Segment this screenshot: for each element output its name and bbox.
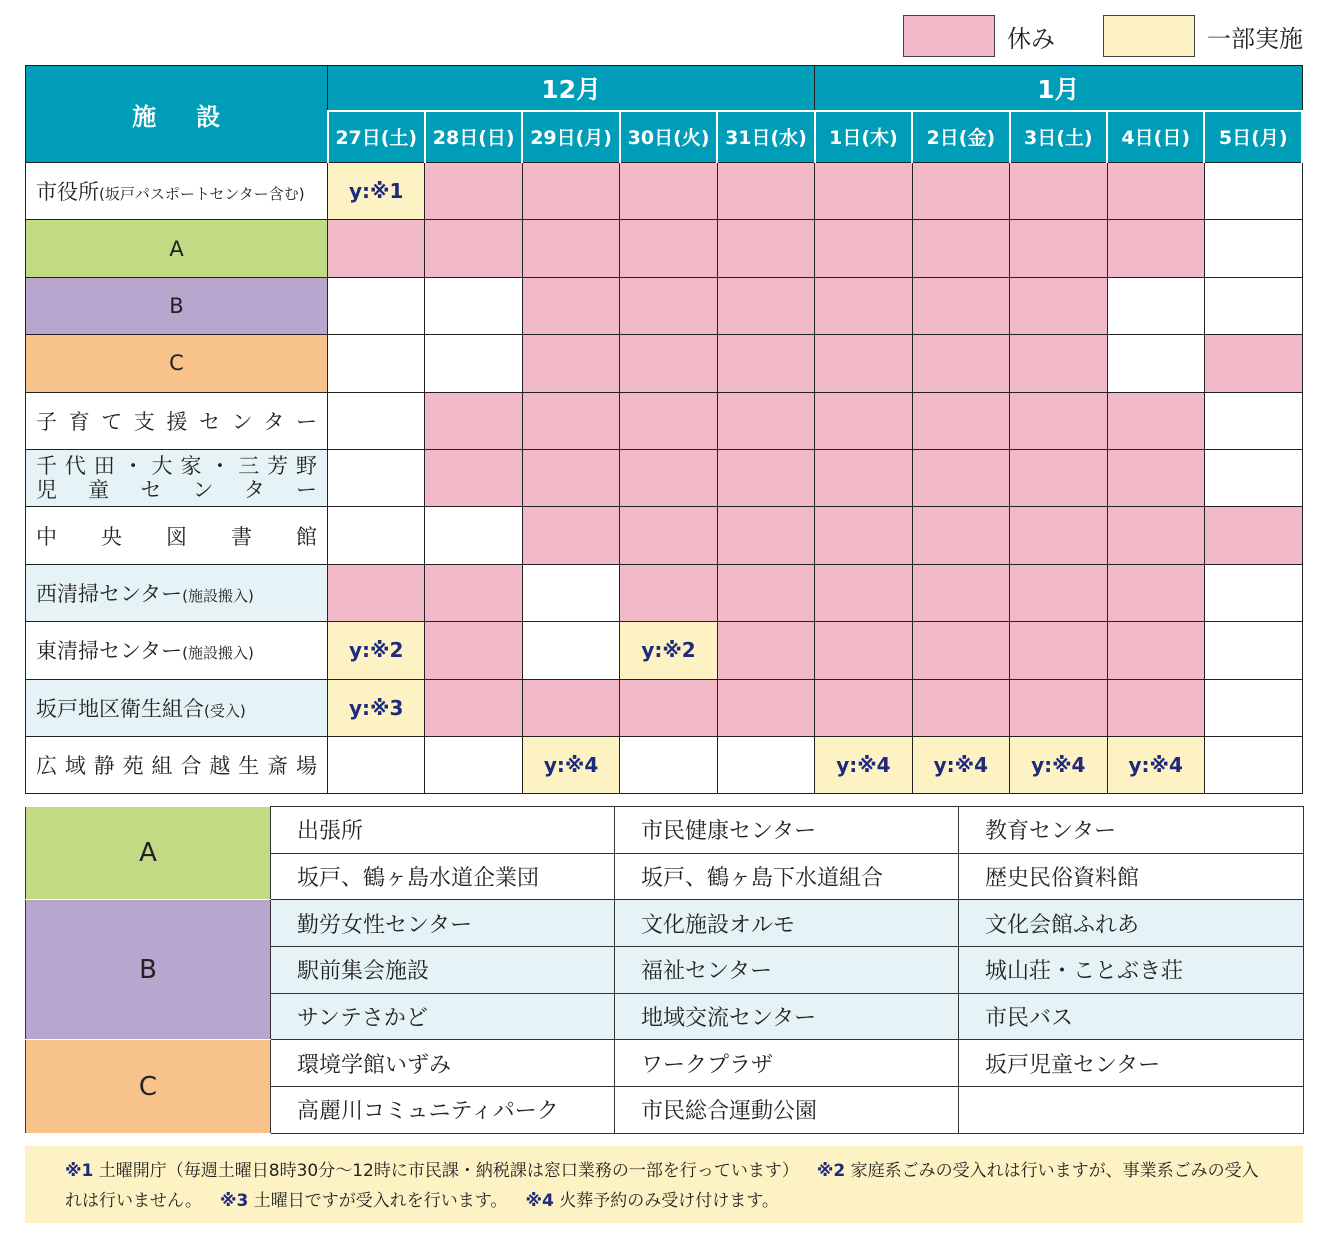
status-cell-closed [1107, 622, 1204, 679]
status-cell-closed [620, 163, 717, 220]
footnote [65, 1161, 799, 1181]
facility-label [26, 335, 328, 392]
note-mark: y:※4 [836, 753, 891, 778]
group-facility: 教育センター [959, 807, 1304, 854]
group-facility: 市民健康センター [615, 807, 959, 854]
group-facility: 高麗川コミュニティパーク [271, 1087, 615, 1134]
status-cell-closed [815, 335, 912, 392]
status-cell-partial [328, 679, 425, 736]
table-row [26, 736, 1303, 793]
note-mark: y:※4 [1031, 753, 1086, 778]
group-facility: ワークプラザ [615, 1040, 959, 1087]
table-row [26, 335, 1303, 392]
group-facility: 環境学館いずみ [271, 1040, 615, 1087]
status-cell-closed [815, 163, 912, 220]
status-cell-closed [717, 507, 814, 564]
day-header: 3日(土) [1010, 111, 1107, 163]
status-cell-open [1204, 392, 1302, 449]
status-cell-closed [1010, 622, 1107, 679]
status-cell-open [328, 507, 425, 564]
status-cell-partial [1107, 736, 1204, 793]
group-facility: 市民バス [959, 993, 1304, 1040]
group-facility: 出張所 [271, 807, 615, 854]
day-header: 31日(水) [717, 111, 814, 163]
status-cell-closed [1107, 449, 1204, 506]
status-cell-open [1204, 736, 1302, 793]
status-cell-closed [717, 679, 814, 736]
facility-name: 広域静苑組合越生斎場 [36, 754, 317, 779]
facility-name: 市役所 [36, 180, 99, 205]
status-cell-closed [717, 220, 814, 277]
facility-label [26, 220, 328, 277]
status-cell-closed [717, 163, 814, 220]
day-header: 2日(金) [912, 111, 1009, 163]
status-cell-closed [522, 449, 619, 506]
status-cell-partial [912, 736, 1009, 793]
group-facility: 市民総合運動公園 [615, 1087, 959, 1134]
group-row [26, 900, 1304, 947]
status-cell-closed [522, 507, 619, 564]
status-cell-closed [1010, 392, 1107, 449]
status-cell-partial [815, 736, 912, 793]
status-cell-open [620, 736, 717, 793]
table-row [26, 163, 1303, 220]
group-facility: 坂戸児童センター [959, 1040, 1304, 1087]
status-cell-open [1204, 449, 1302, 506]
group-table [25, 806, 1304, 1134]
status-cell-closed [425, 392, 522, 449]
footnote-text: 火葬予約のみ受け付けます。 [559, 1191, 779, 1211]
status-cell-closed [1010, 507, 1107, 564]
legend-swatch-partial [1103, 15, 1195, 57]
facility-label [26, 163, 328, 220]
group-facility: 文化会館ふれあ [959, 900, 1304, 947]
status-cell-open [425, 335, 522, 392]
status-cell-closed [1107, 163, 1204, 220]
note-mark: y:※4 [1128, 753, 1183, 778]
status-cell-closed [522, 277, 619, 334]
status-cell-closed [522, 335, 619, 392]
status-cell-closed [717, 449, 814, 506]
status-cell-open [1204, 564, 1302, 621]
group-facility: 地域交流センター [615, 993, 959, 1040]
status-cell-open [1107, 277, 1204, 334]
status-cell-closed [815, 220, 912, 277]
status-cell-closed [912, 335, 1009, 392]
facility-name: 千代田・大家・三芳野 [36, 454, 317, 479]
status-cell-closed [912, 449, 1009, 506]
day-header: 29日(月) [522, 111, 619, 163]
status-cell-open [328, 277, 425, 334]
table-row [26, 679, 1303, 736]
legend-swatch-closed [903, 15, 995, 57]
group-facility: サンテさかど [271, 993, 615, 1040]
status-cell-open [1204, 679, 1302, 736]
status-cell-closed [425, 679, 522, 736]
group-label: C [26, 1040, 271, 1133]
footnote-text: 土曜日ですが受入れを行います。 [253, 1191, 508, 1211]
facility-name: 西清掃センター [36, 581, 183, 606]
group-facility: 城山荘・ことぶき荘 [959, 947, 1304, 994]
facility-name: B [169, 293, 184, 318]
status-cell-closed [912, 220, 1009, 277]
status-cell-closed [1204, 335, 1302, 392]
status-cell-closed [425, 220, 522, 277]
facility-note: (坂戸パスポートセンター含む) [99, 185, 305, 204]
legend-closed [903, 15, 1055, 57]
group-facility: 文化施設オルモ [615, 900, 959, 947]
table-row [26, 622, 1303, 679]
facility-label [26, 392, 328, 449]
group-row [26, 807, 1304, 854]
status-cell-closed [1107, 679, 1204, 736]
month-header: 12月 [328, 66, 815, 111]
status-cell-closed [1010, 449, 1107, 506]
note-mark: y:※2 [349, 638, 404, 663]
status-cell-closed [425, 163, 522, 220]
status-cell-open [328, 449, 425, 506]
footnote [525, 1191, 778, 1211]
facility-label [26, 679, 328, 736]
status-cell-closed [717, 622, 814, 679]
facility-name: A [169, 236, 184, 261]
status-cell-closed [425, 449, 522, 506]
footnote-mark: ※4 [525, 1191, 554, 1211]
status-cell-closed [717, 564, 814, 621]
status-cell-open [425, 736, 522, 793]
facility-name: 児童センター [36, 478, 317, 503]
group-label: A [26, 807, 271, 900]
day-header: 28日(日) [425, 111, 522, 163]
facility-label [26, 449, 328, 506]
day-header: 4日(日) [1107, 111, 1204, 163]
facility-label [26, 564, 328, 621]
status-cell-closed [912, 277, 1009, 334]
status-cell-closed [1010, 335, 1107, 392]
status-cell-closed [815, 679, 912, 736]
status-cell-open [522, 564, 619, 621]
status-cell-closed [328, 564, 425, 621]
status-cell-closed [620, 679, 717, 736]
facility-name: 子育て支援センター [36, 409, 317, 434]
facility-note: (受入) [204, 701, 246, 720]
status-cell-closed [717, 277, 814, 334]
status-cell-closed [1010, 277, 1107, 334]
group-facility: 坂戸、鶴ヶ島下水道組合 [615, 853, 959, 900]
legend-partial [1103, 15, 1303, 57]
status-cell-closed [815, 507, 912, 564]
group-facility [959, 1087, 1304, 1134]
status-cell-closed [1107, 564, 1204, 621]
status-cell-closed [912, 507, 1009, 564]
status-cell-closed [815, 564, 912, 621]
footnotes [25, 1146, 1303, 1223]
status-cell-open [1107, 335, 1204, 392]
month-header: 1月 [815, 66, 1302, 111]
status-cell-closed [1107, 392, 1204, 449]
status-cell-open [425, 277, 522, 334]
note-mark: y:※2 [641, 638, 696, 663]
status-cell-closed [620, 507, 717, 564]
table-row [26, 564, 1303, 621]
status-cell-partial [1010, 736, 1107, 793]
footnote-mark: ※2 [816, 1161, 846, 1181]
schedule-table [25, 65, 1303, 794]
status-cell-open [425, 507, 522, 564]
status-cell-closed [522, 163, 619, 220]
facility-note: (施設搬入) [182, 644, 254, 663]
status-cell-closed [620, 449, 717, 506]
legend-label: 一部実施 [1207, 24, 1303, 53]
status-cell-partial [328, 163, 425, 220]
status-cell-partial [620, 622, 717, 679]
facility-label [26, 277, 328, 334]
status-cell-closed [1010, 163, 1107, 220]
group-row [26, 1040, 1304, 1087]
status-cell-closed [912, 163, 1009, 220]
status-cell-closed [717, 392, 814, 449]
facility-name: 東清掃センター [36, 639, 183, 664]
status-cell-open [328, 335, 425, 392]
facility-name: C [169, 351, 184, 376]
status-cell-closed [620, 277, 717, 334]
status-cell-open [1204, 622, 1302, 679]
group-label: B [26, 900, 271, 1040]
legend-label: 休み [1007, 24, 1055, 53]
status-cell-closed [620, 335, 717, 392]
note-mark: y:※4 [933, 753, 989, 778]
status-cell-closed [620, 564, 717, 621]
day-header: 30日(火) [620, 111, 717, 163]
status-cell-closed [1010, 220, 1107, 277]
status-cell-open [1204, 220, 1302, 277]
status-cell-closed [912, 679, 1009, 736]
note-mark: y:※3 [349, 695, 404, 720]
footnote-text: 土曜開庁（毎週土曜日8時30分〜12時に市民課・納税課は窓口業務の一部を行っています） [98, 1161, 799, 1181]
table-row [26, 507, 1303, 564]
facility-label [26, 736, 328, 793]
status-cell-closed [912, 392, 1009, 449]
status-cell-closed [522, 392, 619, 449]
footnote [220, 1191, 507, 1211]
table-row [26, 392, 1303, 449]
status-cell-closed [425, 622, 522, 679]
table-row [26, 220, 1303, 277]
status-cell-closed [815, 622, 912, 679]
status-cell-closed [1204, 507, 1302, 564]
day-header: 5日(月) [1204, 111, 1302, 163]
note-mark: y:※1 [349, 179, 404, 204]
status-cell-partial [328, 622, 425, 679]
status-cell-open [522, 622, 619, 679]
status-cell-open [1204, 277, 1302, 334]
status-cell-closed [620, 392, 717, 449]
table-row [26, 277, 1303, 334]
status-cell-open [328, 736, 425, 793]
status-cell-closed [815, 449, 912, 506]
status-cell-open [1204, 163, 1302, 220]
footnote-mark: ※1 [65, 1161, 94, 1181]
group-facility: 歴史民俗資料館 [959, 853, 1304, 900]
day-header: 27日(土) [328, 111, 425, 163]
footnote-text: 家庭系ごみの受入れは行いますが、事業系ごみの受入れは行いません。 [65, 1161, 1259, 1211]
day-header: 1日(木) [815, 111, 912, 163]
group-facility: 福祉センター [615, 947, 959, 994]
status-cell-open [328, 392, 425, 449]
note-mark: y:※4 [543, 753, 599, 778]
footnote-mark: ※3 [220, 1191, 249, 1211]
status-cell-closed [1010, 564, 1107, 621]
status-cell-closed [815, 392, 912, 449]
status-cell-closed [425, 564, 522, 621]
status-cell-closed [912, 564, 1009, 621]
status-cell-closed [522, 220, 619, 277]
status-cell-closed [620, 220, 717, 277]
group-facility: 坂戸、鶴ヶ島水道企業団 [271, 853, 615, 900]
table-row [26, 449, 1303, 506]
status-cell-closed [1010, 679, 1107, 736]
status-cell-open [717, 736, 814, 793]
group-facility: 勤労女性センター [271, 900, 615, 947]
status-cell-closed [328, 220, 425, 277]
facility-header: 施設 [26, 66, 328, 163]
status-cell-closed [717, 335, 814, 392]
status-cell-partial [522, 736, 619, 793]
status-cell-closed [1107, 220, 1204, 277]
group-facility: 駅前集会施設 [271, 947, 615, 994]
facility-note: (施設搬入) [182, 586, 254, 605]
facility-name: 中央図書館 [36, 524, 317, 549]
facility-name: 坂戸地区衛生組合 [36, 696, 204, 721]
status-cell-closed [815, 277, 912, 334]
status-cell-closed [522, 679, 619, 736]
status-cell-closed [1107, 507, 1204, 564]
facility-label [26, 507, 328, 564]
facility-label [26, 622, 328, 679]
status-cell-closed [912, 622, 1009, 679]
